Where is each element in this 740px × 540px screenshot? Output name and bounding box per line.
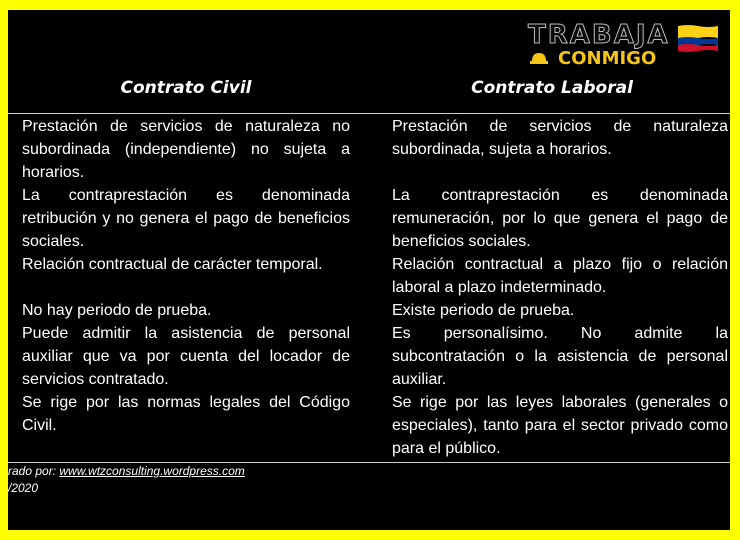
comparison-panel	[8, 10, 730, 530]
list-item: Prestación de servicios de naturaleza no subordinada (independiente) no sujeta a horarios.	[22, 118, 350, 181]
source-date: /2020	[8, 481, 39, 495]
colombia-flag-icon	[678, 24, 718, 52]
contrato-civil-column	[22, 115, 350, 437]
list-item: Se rige por las normas legales del Código Civil.	[22, 394, 350, 434]
header-contrato-civil: Contrato Civil	[120, 78, 252, 98]
contrato-laboral-column	[392, 115, 728, 460]
list-item: Puede admitir la asistencia de personal auxiliar que va por cuenta del locador de servicios contratado.	[22, 325, 350, 388]
header-contrato-laboral: Contrato Laboral	[471, 78, 633, 98]
list-item: Relación contractual a plazo fijo o relación laboral a plazo indeterminado.	[392, 256, 728, 296]
list-item: Se rige por las leyes laborales (generales o especiales), tanto para el sector privado como para el público.	[392, 394, 728, 457]
source-link[interactable]: www.wtzconsulting.wordpress.com	[59, 464, 245, 478]
list-item: Prestación de servicios de naturaleza subordinada, sujeta a horarios.	[392, 118, 728, 158]
header-divider	[8, 113, 730, 114]
list-item	[22, 276, 350, 299]
list-item: Relación contractual de carácter temporal.	[22, 256, 323, 273]
list-item: Es personalísimo. No admite la subcontratación o la asistencia de personal auxiliar.	[392, 325, 728, 388]
logo-text-conmigo: CONMIGO	[558, 48, 657, 69]
source-footer	[8, 463, 245, 497]
list-item: Existe periodo de prueba.	[392, 302, 575, 319]
logo-text-trabaja: TRABAJA	[528, 20, 670, 50]
list-item	[392, 161, 728, 184]
list-item: La contraprestación es denominada remuneración, por lo que genera el pago de beneficios sociales.	[392, 187, 728, 250]
source-line	[8, 463, 245, 480]
list-item: No hay periodo de prueba.	[22, 302, 212, 319]
list-item: La contraprestación es denominada retribución y no genera el pago de beneficios sociales.	[22, 187, 350, 250]
table-header	[8, 60, 730, 110]
source-prefix: rado por:	[8, 464, 60, 478]
